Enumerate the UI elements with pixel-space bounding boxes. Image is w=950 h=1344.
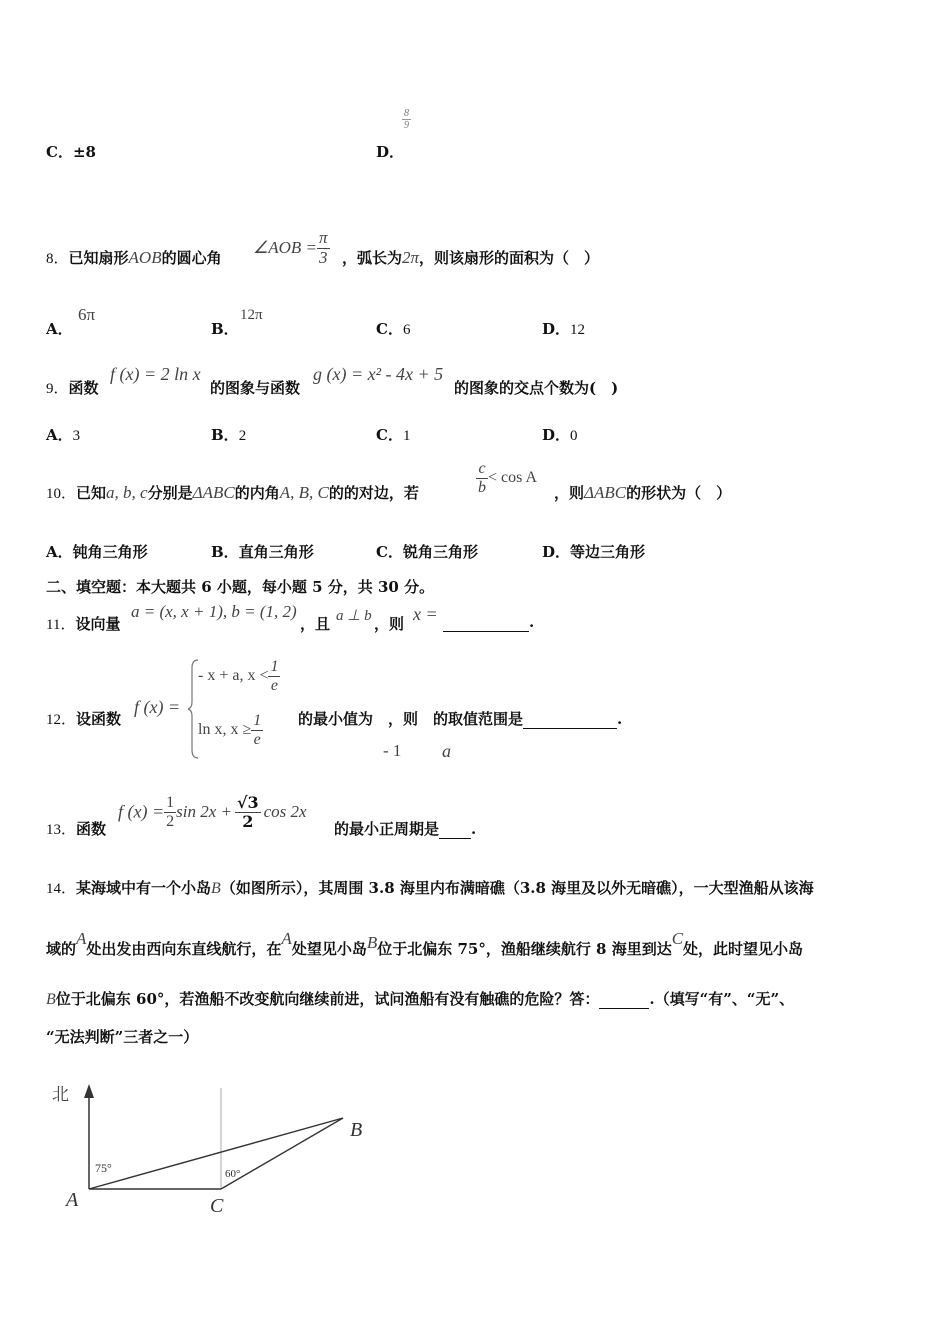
- question-9: 9．函数: [46, 379, 99, 397]
- q8-option-c: C．6: [376, 320, 411, 338]
- question-10: 10．已知a, b, c分别是ΔABC的内角A, B, C的的对边，若: [46, 483, 419, 502]
- q9-option-c: C．1: [376, 426, 411, 444]
- q7-option-c: [46, 141, 96, 162]
- angle-a-label: 75°: [95, 1161, 112, 1175]
- q8-option-b-text: 12π: [240, 307, 263, 323]
- north-arrow-icon: [84, 1084, 94, 1098]
- question-number: 8．: [46, 251, 69, 267]
- question-14-line-4: “无法判断”三者之一）: [46, 1028, 199, 1046]
- question-12-cont: 的最小值为 ，则 的取值范围是 .: [298, 710, 623, 728]
- question-13: 13．函数: [46, 820, 107, 838]
- q10-inequality: $\frac{c}{b}$ < cos A: [478, 460, 538, 496]
- option-label: C．: [46, 143, 73, 161]
- q9-f-formula: f (x) = 2 ln x: [110, 364, 201, 384]
- q9-option-b: B．2: [211, 426, 247, 444]
- question-14-line-3: B位于北偏东 60°，若渔船不改变航向继续前进，试问渔船有没有触礁的危险？答： .（填写“有”、“无”、: [46, 990, 795, 1008]
- q12-f: f (x) =: [134, 697, 181, 717]
- q8-option-d: D．12: [542, 320, 586, 338]
- question-number: 14．: [46, 881, 77, 897]
- q11-x: x =: [413, 604, 438, 624]
- question-number: 10．: [46, 486, 77, 502]
- question-10-cont: ，则ΔABC的形状为（ ）: [554, 483, 732, 502]
- q10-option-d: D．等边三角形: [542, 543, 646, 561]
- question-14-line-2: 域的A处出发由西向东直线航行，在A处望见小岛B位于北偏东 75°，渔船继续航行 8 海里到达C处，此时望见小岛: [46, 929, 804, 958]
- question-14-line-1: 14．某海域中有一个小岛B（如图所示），其周围 3.8 海里内布满暗礁（3.8 海里及以外无暗礁），一大型渔船从该海: [46, 879, 814, 897]
- question-9-end: 的图象的交点个数为( ): [454, 379, 619, 397]
- q12-case-2: ln x, x ≥ $\frac{1}{e}$: [198, 712, 262, 748]
- q11-perp: a ⊥ b: [336, 608, 372, 624]
- question-number: 12．: [46, 712, 77, 728]
- q7-option-d-fraction: $\frac{8}{9}$: [404, 108, 409, 131]
- question-11-then: ，则: [374, 615, 405, 633]
- point-a-label: A: [66, 1189, 79, 1211]
- q8-option-b: B．: [211, 320, 239, 338]
- question-12: 12．设函数: [46, 710, 122, 728]
- q9-g-formula: g (x) = x² - 4x + 5: [313, 364, 444, 384]
- question-9-cont: 的图象与函数: [210, 379, 301, 397]
- q14-figure: [46, 1076, 386, 1226]
- q8-angle-formula: ∠AOB = $\frac{\pi}{3}$: [253, 228, 328, 267]
- question-11: 11．设向量: [46, 615, 121, 633]
- q10-option-a: A．钝角三角形: [46, 543, 148, 561]
- q10-option-b: B．直角三角形: [211, 543, 314, 561]
- option-label: D．: [376, 143, 405, 161]
- option-text: ±8: [72, 143, 96, 161]
- section-heading: 二、填空题：本大题共 6 小题，每小题 5 分，共 30 分。: [46, 578, 435, 596]
- q8-option-a-text: 6π: [78, 305, 96, 324]
- question-8: 8．已知扇形AOB的圆心角: [46, 248, 222, 267]
- north-label: 北: [52, 1085, 69, 1104]
- q11-vectors: a = (x, x + 1), b = (1, 2): [131, 602, 297, 621]
- q12-neg-one: - 1: [383, 741, 402, 760]
- question-number: 9．: [46, 381, 69, 397]
- q7-option-d: [376, 141, 404, 162]
- q9-option-d: D．0: [542, 426, 578, 444]
- point-c-label: C: [210, 1195, 224, 1217]
- point-b-label: B: [350, 1119, 363, 1141]
- question-11-cont: ，且: [300, 615, 331, 633]
- question-number: 11．: [46, 617, 76, 633]
- q12-case-1: - x + a, x < $\frac{1}{e}$: [198, 658, 279, 694]
- angle-c-label: 60°: [225, 1168, 241, 1180]
- question-13-cont: 的最小正周期是 .: [334, 820, 477, 838]
- q11-answer-blank: .: [443, 613, 534, 632]
- question-number: 13．: [46, 822, 77, 838]
- q13-formula: f (x) = $\frac{1}{2}$ sin 2x + $\frac{√3}{2}$ cos 2x: [118, 793, 307, 831]
- question-8-cont: ，弧长为2π，则该扇形的面积为（ ）: [342, 248, 600, 267]
- q12-a: a: [442, 741, 451, 761]
- q9-option-a: A．3: [46, 426, 81, 444]
- q10-option-c: C．锐角三角形: [376, 543, 478, 561]
- q8-option-a: A．: [46, 320, 73, 338]
- segment-ab: [89, 1118, 343, 1189]
